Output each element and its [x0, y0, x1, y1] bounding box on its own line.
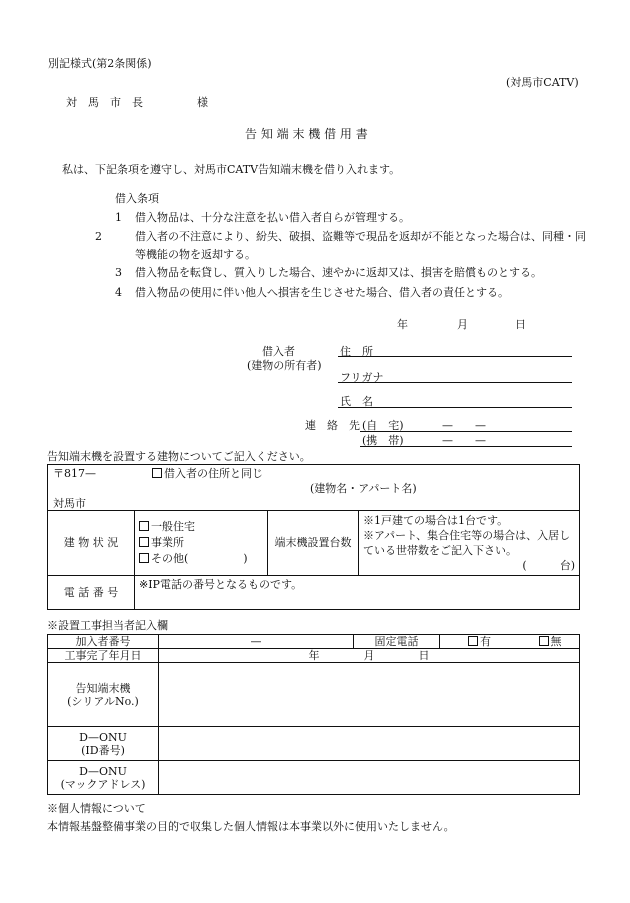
privacy-text: 本情報基盤整備事業の目的で収集した個人情報は本事業以外に使用いたしません。 — [47, 820, 455, 833]
checkbox-icon[interactable] — [539, 636, 549, 646]
page-title: 告 知 端 末 機 借 用 書 — [245, 127, 368, 141]
device-serial-field[interactable] — [159, 663, 580, 727]
onu-id-label: D—ONU (ID番号) — [48, 727, 159, 761]
postal-prefix: 〒817— — [53, 467, 96, 480]
phone-note: ※IP電話の番号となるものです。 — [139, 578, 303, 591]
building-name-hint: (建物名・アパート名) — [310, 482, 417, 495]
building-status-options — [135, 511, 268, 576]
home-phone-dash: — — — [442, 419, 486, 432]
address-field[interactable] — [338, 356, 572, 357]
completion-date-field[interactable]: 年 月 日 — [159, 649, 580, 663]
install-section-heading: ※設置工事担当者記入欄 — [47, 619, 168, 632]
note-single-house: ※1戸建ての場合は1台です。 — [363, 514, 509, 527]
condition-item: 1 借入物品は、十分な注意を払い借入者自らが管理する。 — [115, 211, 410, 224]
onu-mac-label: D—ONU (マックアドレス) — [48, 761, 159, 795]
conditions-heading: 借入条項 — [115, 192, 159, 205]
form-label: 別記様式(第2条関係) — [48, 57, 152, 70]
city-name: 対馬市 — [53, 497, 86, 510]
building-section-heading: 告知端末機を設置する建物についてご記入ください。 — [47, 450, 311, 463]
name-field[interactable] — [338, 407, 572, 408]
honorific: 様 — [197, 96, 208, 109]
member-number-label: 加入者番号 — [48, 635, 159, 649]
fixed-phone-options — [440, 635, 580, 649]
home-phone-label: (自 宅) — [362, 419, 404, 432]
contact-label: 連 絡 先 — [305, 419, 360, 432]
address-cell[interactable] — [48, 465, 580, 511]
mobile-phone-dash: — — — [442, 434, 486, 447]
note-apartment: ※アパート、集合住宅等の場合は、入居している世帯数をご記入下さい。 — [363, 529, 571, 557]
fixed-phone-label: 固定電話 — [354, 635, 440, 649]
checkbox-icon[interactable] — [468, 636, 478, 646]
checkbox-icon[interactable] — [139, 553, 149, 563]
onu-id-field[interactable] — [159, 727, 580, 761]
count-unit: ( 台) — [522, 559, 575, 572]
date-month: 月 — [457, 318, 468, 331]
privacy-heading: ※個人情報について — [47, 802, 146, 815]
date-day: 日 — [515, 318, 526, 331]
device-count-cell[interactable] — [359, 511, 580, 576]
building-table — [47, 464, 580, 610]
date-year: 年 — [397, 318, 408, 331]
same-address-option[interactable]: 借入者の住所と同じ — [152, 467, 263, 480]
org-label: (対馬市CATV) — [506, 76, 579, 89]
borrower-sublabel: (建物の所有者) — [247, 359, 322, 372]
device-serial-label: 告知端末機 (シリアルNo.) — [48, 663, 159, 727]
address-label: 住 所 — [340, 345, 373, 358]
name-label: 氏 名 — [340, 395, 373, 408]
device-count-label: 端末機設置台数 — [268, 511, 359, 576]
option-business[interactable]: 事業所 — [139, 535, 263, 551]
phone-cell[interactable] — [135, 576, 580, 610]
phone-label: 電 話 番 号 — [48, 576, 135, 610]
condition-item: 4 借入物品の使用に伴い他人へ損害を生じさせた場合、借入者の責任とする。 — [115, 286, 509, 299]
checkbox-icon[interactable] — [139, 537, 149, 547]
option-house[interactable]: 一般住宅 — [139, 519, 263, 535]
mobile-phone-field[interactable] — [360, 446, 572, 447]
condition-item: 2 借入者の不注意により、紛失、破損、盗難等で現品を返却が不能となった場合は、同種・同等機能の物を返却する。 — [95, 230, 586, 261]
option-other[interactable]: その他( ) — [139, 551, 263, 567]
checkbox-icon[interactable] — [139, 521, 149, 531]
fixed-phone-yes[interactable]: 有 — [468, 635, 491, 648]
addressee: 対 馬 市 長 — [66, 96, 143, 109]
home-phone-field[interactable] — [360, 431, 572, 432]
checkbox-icon[interactable] — [152, 468, 162, 478]
completion-date-label: 工事完了年月日 — [48, 649, 159, 663]
borrower-label: 借入者 — [262, 345, 295, 358]
install-table — [47, 634, 580, 795]
furigana-label: フリガナ — [340, 371, 384, 384]
onu-mac-field[interactable] — [159, 761, 580, 795]
member-number-field[interactable]: — — [159, 635, 354, 649]
fixed-phone-no[interactable]: 無 — [539, 635, 562, 648]
mobile-phone-label: (携 帯) — [362, 434, 404, 447]
condition-item: 3 借入物品を転貸し、質入りした場合、速やかに返却又は、損害を賠償ものとする。 — [115, 266, 542, 279]
intro-text: 私は、下記条項を遵守し、対馬市CATV告知端末機を借り入れます。 — [62, 163, 401, 176]
furigana-field[interactable] — [338, 382, 572, 383]
building-status-label: 建 物 状 況 — [48, 511, 135, 576]
